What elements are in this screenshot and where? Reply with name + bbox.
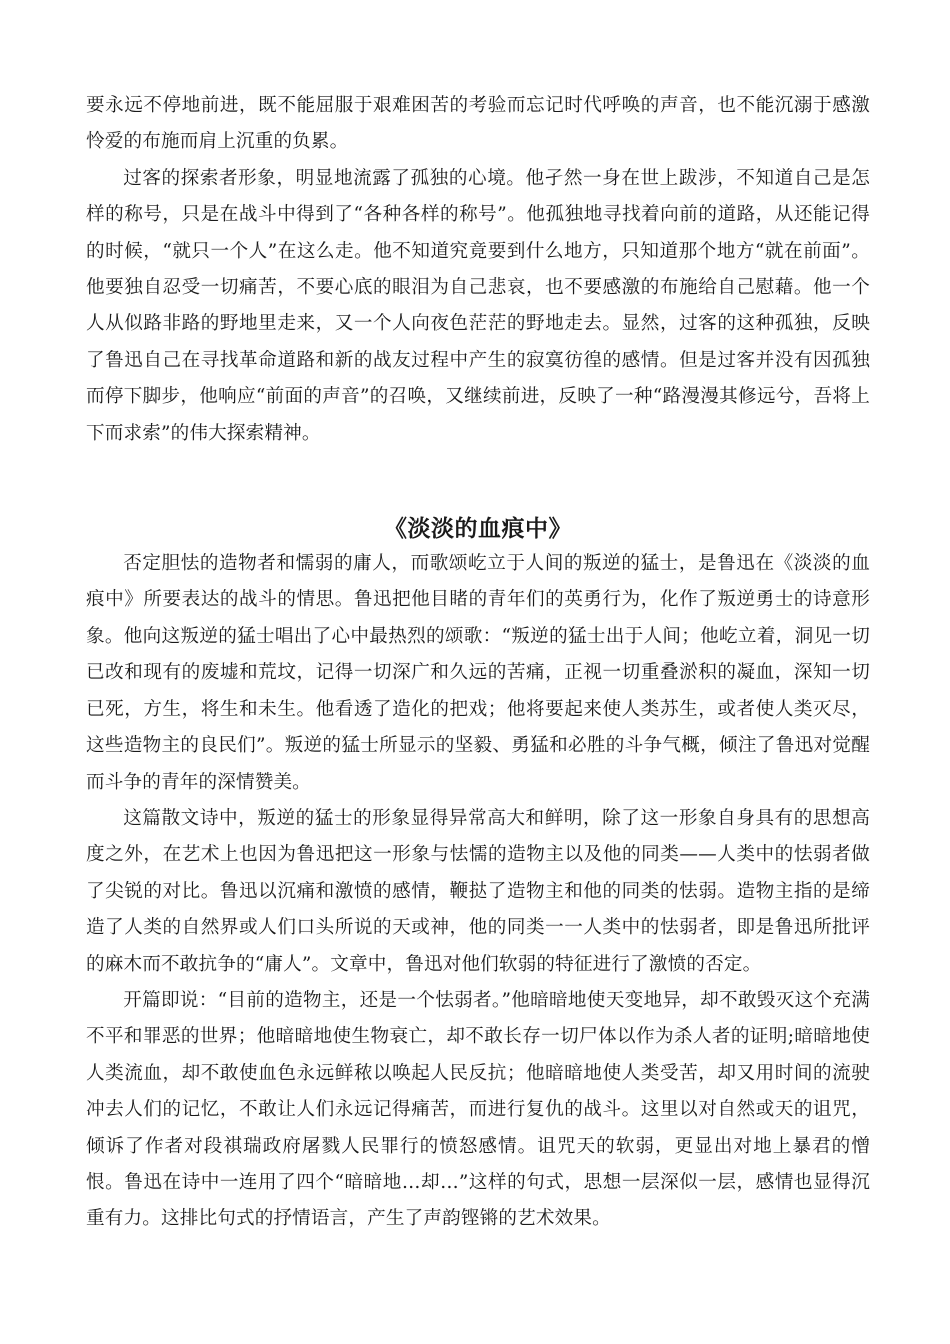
section-guoke	[86, 88, 870, 452]
body-paragraph: 开篇即说：“目前的造物主，还是一个怯弱者。”他暗暗地使天变地异，却不敢毁灭这个充满不平和罪恶的世界；他暗暗地使生物衰亡，却不敢长存一切尸体以作为杀人者的证明;暗暗地使人类流血，却不敢使血色永远鲜秾以唤起人民反抗；他暗暗地使人类受苦，却又用时间的流驶冲去人们的记忆，不敢让人们永远记得痛苦，而进行复仇的战斗。这里以对自然或天的诅咒，倾诉了作者对段祺瑞政府屠戮人民罪行的愤怒感情。诅咒天的软弱，更显出对地上暴君的憎恨。鲁迅在诗中一连用了四个“暗暗地…却…”这样的句式，思想一层深似一层，感情也显得沉重有力。这排比句式的抒情语言，产生了声韵铿锵的艺术效果。	[86, 989, 870, 1230]
document-page	[86, 88, 870, 1238]
body-paragraph: 要永远不停地前进，既不能屈服于艰难困苦的考验而忘记时代呼唤的声音，也不能沉溺于感激怜爱的布施而肩上沉重的负累。	[86, 95, 870, 153]
section-danDanDeXueHen	[86, 512, 870, 1238]
body-paragraph: 这篇散文诗中，叛逆的猛士的形象显得异常高大和鲜明，除了这一形象自身具有的思想高度之外，在艺术上也因为鲁迅把这一形象与怯懦的造物主以及他的同类——人类中的怯弱者做了尖锐的对比。鲁迅以沉痛和激愤的感情，鞭挞了造物主和他的同类的怯弱。造物主指的是缔造了人类的自然界或人们口头所说的天或神，他的同类一一人类中的怯弱者，即是鲁迅所批评的麻木而不敢抗争的“庸人”。文章中，鲁迅对他们软弱的特征进行了激愤的否定。	[86, 807, 870, 975]
body-paragraph: 否定胆怯的造物者和懦弱的庸人，而歌颂屹立于人间的叛逆的猛士，是鲁迅在《淡淡的血痕中》所要表达的战斗的情思。鲁迅把他目睹的青年们的英勇行为，化作了叛逆勇士的诗意形象。他向这叛逆的猛士唱出了心中最热烈的颂歌：“叛逆的猛士出于人间；他屹立着，洞见一切已改和现有的废墟和荒坟，记得一切深广和久远的苦痛，正视一切重叠淤积的凝血，深知一切已死，方生，将生和未生。他看透了造化的把戏；他将要起来使人类苏生，或者使人类灭尽，这些造物主的良民们”。叛逆的猛士所显示的坚毅、勇猛和必胜的斗争气概，倾注了鲁迅对觉醒而斗争的青年的深情赞美。	[86, 553, 870, 793]
section-title: 《淡淡的血痕中》	[384, 515, 572, 543]
body-paragraph: 过客的探索者形象，明显地流露了孤独的心境。他孑然一身在世上跋涉，不知道自己是怎样的称号，只是在战斗中得到了“各种各样的称号”。他孤独地寻找着向前的道路，从还能记得的时候，“就只一个人”在这么走。他不知道究竟要到什么地方，只知道那个地方“就在前面”。他要独自忍受一切痛苦，不要心底的眼泪为自己悲哀，也不要感激的布施给自己慰藉。他一个人从似路非路的野地里走来，又一个人向夜色茫茫的野地走去。显然，过客的这种孤独，反映了鲁迅自己在寻找革命道路和新的战友过程中产生的寂寞彷徨的感情。但是过客并没有因孤独而停下脚步，他响应“前面的声音”的召唤，又继续前进，反映了一种“路漫漫其修远兮，吾将上下而求索”的伟大探索精神。	[86, 167, 870, 444]
